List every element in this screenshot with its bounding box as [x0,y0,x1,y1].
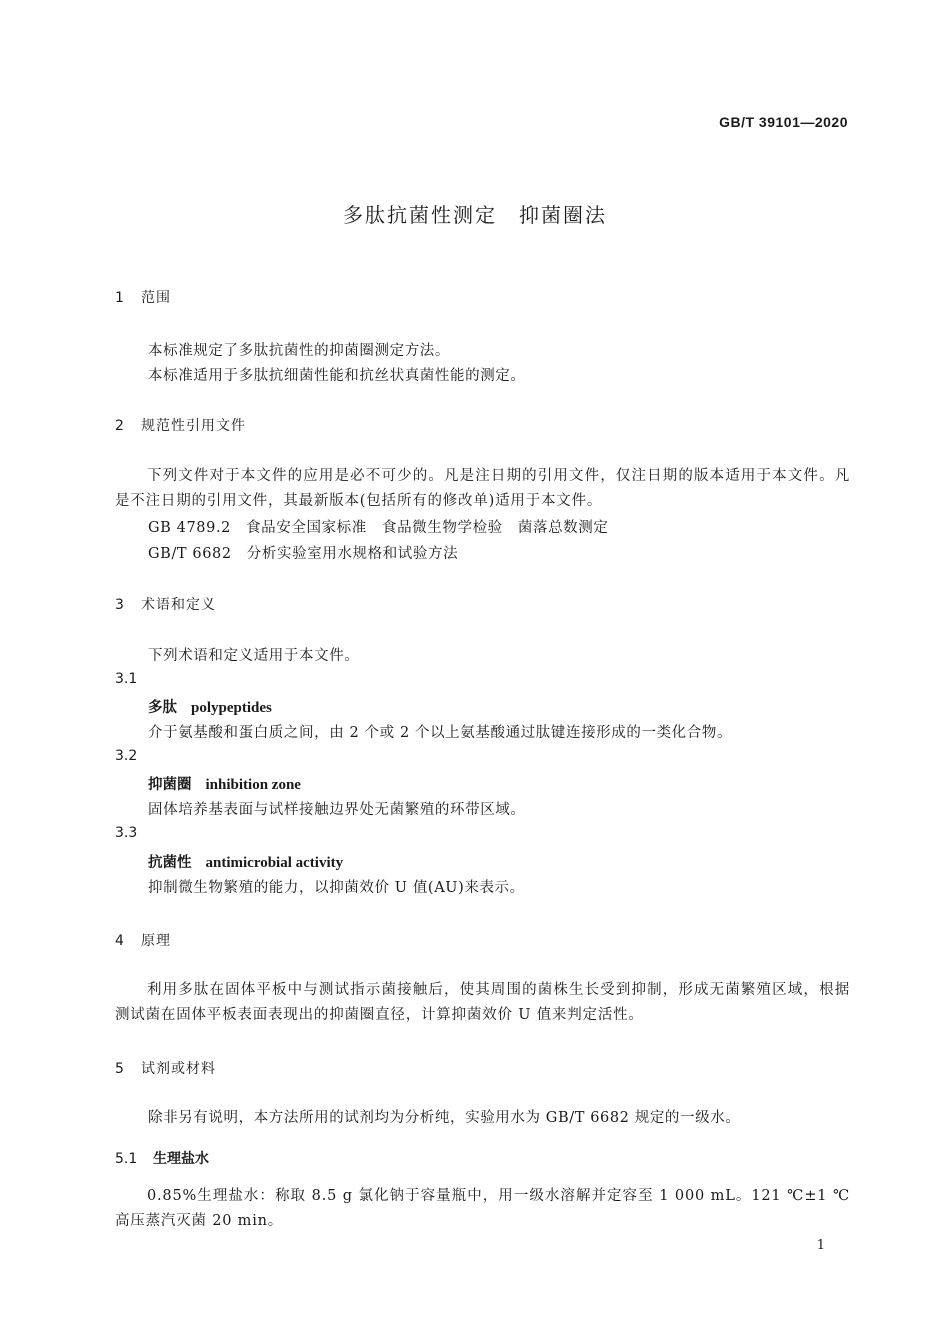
document-title: 多肽抗菌性测定 抑菌圈法 [343,203,607,227]
reference-item: GB/T 6682 分析实验室用水规格和试验方法 [148,546,459,562]
term-en: antimicrobial activity [205,855,344,871]
section-title: 试剂或材料 [141,1061,216,1077]
section-number: 1 [115,290,125,306]
reference-item: GB 4789.2 食品安全国家标准 食品微生物学检验 菌落总数测定 [148,520,609,536]
section-number: 4 [115,933,125,949]
term-title [148,773,301,794]
paragraph: 本标准适用于多肽抗细菌性能和抗丝状真菌性能的测定。 [148,368,526,384]
term-number: 3.1 [115,671,138,687]
term-zh: 抗菌性 [148,855,192,871]
standard-number: GB/T 39101—2020 [719,114,848,130]
term-title [148,696,272,717]
paragraph: 本标准规定了多肽抗菌性的抑菌圈测定方法。 [148,343,450,359]
paragraph: 0.85%生理盐水：称取 8.5 g 氯化钠于容量瓶中，用一级水溶解并定容至 1 000 mL。121 ℃±1 ℃高压蒸汽灭菌 20 min。 [115,1188,850,1229]
section-title: 规范性引用文件 [141,418,246,434]
section-1-heading [115,287,171,307]
section-number: 5 [115,1061,125,1077]
term-definition: 介于氨基酸和蛋白质之间，由 2 个或 2 个以上氨基酸通过肽键连接形成的一类化合物。 [148,725,733,741]
term-title [148,851,343,872]
term-en: polypeptides [191,700,272,716]
section-number: 2 [115,418,125,434]
term-number: 3.2 [115,748,138,764]
section-3-heading [115,594,216,614]
section-4-heading [115,930,171,950]
section-title: 原理 [141,933,171,949]
section-title: 术语和定义 [141,597,216,613]
section-5-heading [115,1058,216,1078]
paragraph: 下列术语和定义适用于本文件。 [148,648,360,664]
section-2-heading [115,415,246,435]
term-number: 3.3 [115,825,138,841]
paragraph: 下列文件对于本文件的应用是必不可少的。凡是注日期的引用文件，仅注日期的版本适用于本文件。凡是不注日期的引用文件，其最新版本(包括所有的修改单)适用于本文件。 [115,468,850,509]
subsection-number: 5.1 [115,1151,138,1167]
term-en: inhibition zone [205,777,301,793]
term-zh: 多肽 [148,700,177,716]
paragraph: 除非另有说明，本方法所用的试剂均为分析纯，实验用水为 GB/T 6682 规定的一级水。 [148,1110,741,1126]
page-number: 1 [816,1238,825,1253]
term-zh: 抑菌圈 [148,777,192,793]
paragraph: 利用多肽在固体平板中与测试指示菌接触后，使其周围的菌株生长受到抑制，形成无菌繁殖区域，根据测试菌在固体平板表面表现出的抑菌圈直径，计算抑菌效价 U 值来判定活性。 [115,982,850,1023]
subsection-heading [115,1148,209,1168]
term-definition: 抑制微生物繁殖的能力，以抑菌效价 U 值(AU)来表示。 [148,880,525,896]
section-number: 3 [115,597,125,613]
subsection-title: 生理盐水 [153,1151,209,1167]
section-title: 范围 [141,290,171,306]
term-definition: 固体培养基表面与试样接触边界处无菌繁殖的环带区域。 [148,802,526,818]
